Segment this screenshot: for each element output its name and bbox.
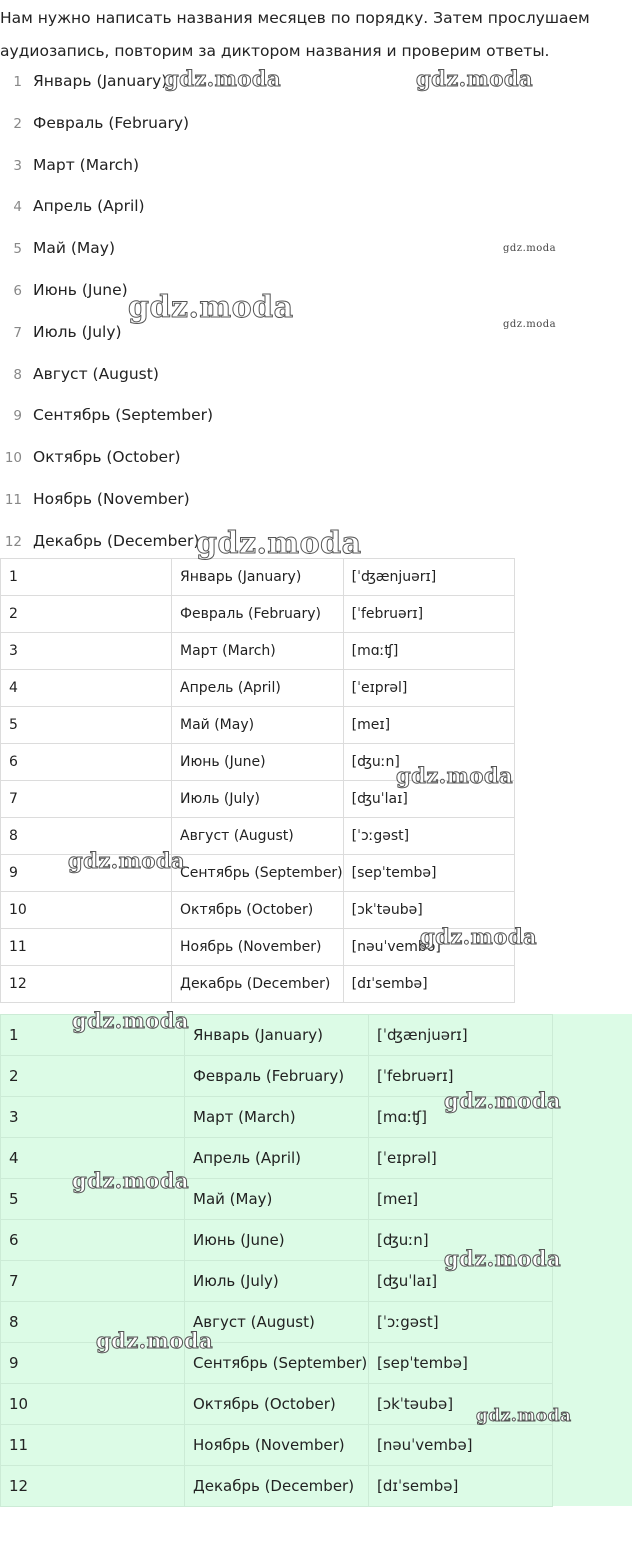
table-cell-month: Ноябрь (November) bbox=[185, 1425, 369, 1466]
table-cell-month: Июнь (June) bbox=[185, 1220, 369, 1261]
table-row bbox=[1, 1302, 553, 1343]
list-item bbox=[0, 395, 632, 437]
table-row bbox=[1, 1015, 553, 1056]
table-cell-transcription: [ɔkˈtəubə] bbox=[369, 1384, 553, 1425]
table-row bbox=[1, 633, 515, 670]
table-cell-transcription: [ˈɔːgəst] bbox=[369, 1302, 553, 1343]
watermark: gdz.moda bbox=[128, 290, 294, 325]
table-cell-transcription: [ɔkˈtəubə] bbox=[343, 892, 514, 929]
list-item bbox=[0, 479, 632, 521]
list-item-text: Апрель (April) bbox=[33, 197, 145, 216]
watermark: gdz.moda bbox=[72, 1008, 190, 1033]
table-row bbox=[1, 559, 515, 596]
table-row bbox=[1, 670, 515, 707]
list-item bbox=[0, 521, 632, 563]
table-cell-month: Август (August) bbox=[172, 818, 344, 855]
table-cell-month: Октябрь (October) bbox=[172, 892, 344, 929]
table-cell-month: Май (May) bbox=[185, 1179, 369, 1220]
table-cell-transcription: [mɑːʧ] bbox=[343, 633, 514, 670]
table-cell-month: Июнь (June) bbox=[172, 744, 344, 781]
table-cell-number: 9 bbox=[1, 1343, 185, 1384]
table-cell-month: Декабрь (December) bbox=[172, 966, 344, 1003]
table-row bbox=[1, 1056, 553, 1097]
table-cell-transcription: [ˈfebruərɪ] bbox=[343, 596, 514, 633]
table-row bbox=[1, 892, 515, 929]
table-cell-number: 2 bbox=[1, 1056, 185, 1097]
list-item-number: 11 bbox=[4, 491, 22, 508]
table-cell-transcription: [ʤuˈlaɪ] bbox=[343, 781, 514, 818]
table-cell-month: Октябрь (October) bbox=[185, 1384, 369, 1425]
table-row bbox=[1, 1138, 553, 1179]
table-cell-transcription: [ˈɔːgəst] bbox=[343, 818, 514, 855]
table-row bbox=[1, 744, 515, 781]
list-item-text: Август (August) bbox=[33, 364, 159, 383]
table-cell-number: 6 bbox=[1, 1220, 185, 1261]
list-item-text: Июнь (June) bbox=[33, 280, 128, 299]
table-row bbox=[1, 1220, 553, 1261]
table-row bbox=[1, 1179, 553, 1220]
table-cell-transcription: [mɑːʧ] bbox=[369, 1097, 553, 1138]
table-cell-number: 6 bbox=[1, 744, 172, 781]
list-item-number: 3 bbox=[13, 157, 22, 174]
list-item-number: 1 bbox=[13, 74, 22, 90]
list-item-text: Март (March) bbox=[33, 155, 140, 174]
table-cell-transcription: [sepˈtembə] bbox=[343, 855, 514, 892]
watermark: gdz.moda bbox=[476, 1406, 572, 1426]
list-item-number: 4 bbox=[13, 199, 22, 216]
table-cell-number: 3 bbox=[1, 1097, 185, 1138]
table-cell-month: Апрель (April) bbox=[172, 670, 344, 707]
watermark: gdz.moda bbox=[164, 66, 282, 91]
watermark: gdz.moda bbox=[503, 319, 557, 330]
table-cell-number: 12 bbox=[1, 1466, 185, 1507]
table-row bbox=[1, 929, 515, 966]
table-cell-month: Май (May) bbox=[172, 707, 344, 744]
watermark: gdz.moda bbox=[416, 66, 534, 91]
watermark: gdz.moda bbox=[96, 1328, 214, 1353]
list-item-number: 7 bbox=[13, 324, 22, 341]
table-cell-transcription: [ʤuːn] bbox=[369, 1220, 553, 1261]
table-cell-month: Апрель (April) bbox=[185, 1138, 369, 1179]
table-cell-month: Февраль (February) bbox=[185, 1056, 369, 1097]
list-item bbox=[0, 145, 632, 187]
table-row bbox=[1, 818, 515, 855]
table-cell-month: Июль (July) bbox=[172, 781, 344, 818]
table-cell-transcription: [dɪˈsembə] bbox=[369, 1466, 553, 1507]
table-row bbox=[1, 1384, 553, 1425]
table-row bbox=[1, 781, 515, 818]
table-cell-month: Март (March) bbox=[172, 633, 344, 670]
watermark: gdz.moda bbox=[396, 763, 514, 788]
list-item-text: Ноябрь (November) bbox=[33, 489, 190, 508]
table-cell-transcription: [nəuˈvembə] bbox=[343, 929, 514, 966]
watermark: gdz.moda bbox=[503, 243, 557, 254]
table-cell-number: 5 bbox=[1, 707, 172, 744]
table-row bbox=[1, 1343, 553, 1384]
table-cell-transcription: [ˈfebruərɪ] bbox=[369, 1056, 553, 1097]
table-cell-month: Март (March) bbox=[185, 1097, 369, 1138]
table-row bbox=[1, 707, 515, 744]
list-item-number: 10 bbox=[4, 450, 22, 467]
table-cell-number: 5 bbox=[1, 1179, 185, 1220]
table-row bbox=[1, 1097, 553, 1138]
table-cell-transcription: [meɪ] bbox=[369, 1179, 553, 1220]
intro-text: Нам нужно написать названия месяцев по порядку. Затем прослушаем аудиозапись, повторим за диктором названия и проверим ответы. bbox=[0, 9, 590, 60]
table-row bbox=[1, 1261, 553, 1302]
list-item bbox=[0, 186, 632, 228]
list-item-text: Январь (January) bbox=[33, 72, 168, 90]
table-cell-number: 3 bbox=[1, 633, 172, 670]
table-cell-month: Август (August) bbox=[185, 1302, 369, 1343]
table-cell-number: 8 bbox=[1, 818, 172, 855]
table-row bbox=[1, 1466, 553, 1507]
list-item-number: 2 bbox=[13, 115, 22, 132]
table-cell-transcription: [ˈeɪprəl] bbox=[369, 1138, 553, 1179]
list-item-text: Сентябрь (September) bbox=[33, 406, 214, 425]
table-cell-transcription: [ˈʤænjuərɪ] bbox=[369, 1015, 553, 1056]
table-cell-number: 7 bbox=[1, 781, 172, 818]
table-cell-number: 1 bbox=[1, 559, 172, 596]
list-item-number: 6 bbox=[13, 282, 22, 299]
table-cell-transcription: [ʤuːn] bbox=[343, 744, 514, 781]
watermark: gdz.moda bbox=[68, 848, 186, 873]
watermark: gdz.moda bbox=[72, 1168, 190, 1193]
table-cell-month: Июль (July) bbox=[185, 1261, 369, 1302]
table-cell-month: Январь (January) bbox=[185, 1015, 369, 1056]
table-cell-number: 10 bbox=[1, 892, 172, 929]
table-cell-number: 7 bbox=[1, 1261, 185, 1302]
list-item bbox=[0, 61, 632, 103]
table-cell-month: Февраль (February) bbox=[172, 596, 344, 633]
table-cell-number: 8 bbox=[1, 1302, 185, 1343]
table-cell-transcription: [ʤuˈlaɪ] bbox=[369, 1261, 553, 1302]
months-table bbox=[0, 558, 515, 1003]
table-cell-transcription: [sepˈtembə] bbox=[369, 1343, 553, 1384]
list-item bbox=[0, 103, 632, 145]
table-cell-number: 9 bbox=[1, 855, 172, 892]
list-item-number: 5 bbox=[13, 241, 22, 258]
table-cell-number: 10 bbox=[1, 1384, 185, 1425]
list-item bbox=[0, 437, 632, 479]
table-row bbox=[1, 966, 515, 1003]
table-row bbox=[1, 1425, 553, 1466]
table-cell-month: Сентябрь (September) bbox=[172, 855, 344, 892]
months-ordered-list bbox=[0, 61, 632, 563]
table-cell-transcription: [nəuˈvembə] bbox=[369, 1425, 553, 1466]
table-row bbox=[1, 596, 515, 633]
list-item-number: 9 bbox=[13, 408, 22, 425]
list-item-text: Октябрь (October) bbox=[33, 448, 181, 467]
list-item bbox=[0, 228, 632, 270]
list-item bbox=[0, 354, 632, 396]
list-item-text: Май (May) bbox=[33, 239, 116, 258]
table-cell-transcription: [ˈʤænjuərɪ] bbox=[343, 559, 514, 596]
table-cell-number: 2 bbox=[1, 596, 172, 633]
list-item bbox=[0, 312, 632, 354]
table-row bbox=[1, 855, 515, 892]
table-cell-number: 1 bbox=[1, 1015, 185, 1056]
watermark: gdz.moda bbox=[196, 526, 362, 561]
table-cell-month: Январь (January) bbox=[172, 559, 344, 596]
watermark: gdz.moda bbox=[444, 1088, 562, 1113]
watermark: gdz.moda bbox=[444, 1246, 562, 1271]
table-cell-transcription: [meɪ] bbox=[343, 707, 514, 744]
table-cell-month: Декабрь (December) bbox=[185, 1466, 369, 1507]
list-item bbox=[0, 270, 632, 312]
list-item-text: Февраль (February) bbox=[33, 113, 190, 132]
table-cell-number: 11 bbox=[1, 929, 172, 966]
table-cell-transcription: [ˈeɪprəl] bbox=[343, 670, 514, 707]
table-cell-month: Ноябрь (November) bbox=[172, 929, 344, 966]
table-cell-number: 4 bbox=[1, 1138, 185, 1179]
list-item-number: 8 bbox=[13, 366, 22, 383]
table-cell-number: 12 bbox=[1, 966, 172, 1003]
table-cell-number: 4 bbox=[1, 670, 172, 707]
list-item-text: Июль (July) bbox=[33, 322, 122, 341]
table-cell-month: Сентябрь (September) bbox=[185, 1343, 369, 1384]
months-answer-table bbox=[0, 1014, 553, 1507]
table-cell-number: 11 bbox=[1, 1425, 185, 1466]
list-item-number: 12 bbox=[4, 533, 22, 550]
watermark: gdz.moda bbox=[420, 924, 538, 949]
table-cell-transcription: [dɪˈsembə] bbox=[343, 966, 514, 1003]
list-item-text: Декабрь (December) bbox=[33, 531, 200, 550]
